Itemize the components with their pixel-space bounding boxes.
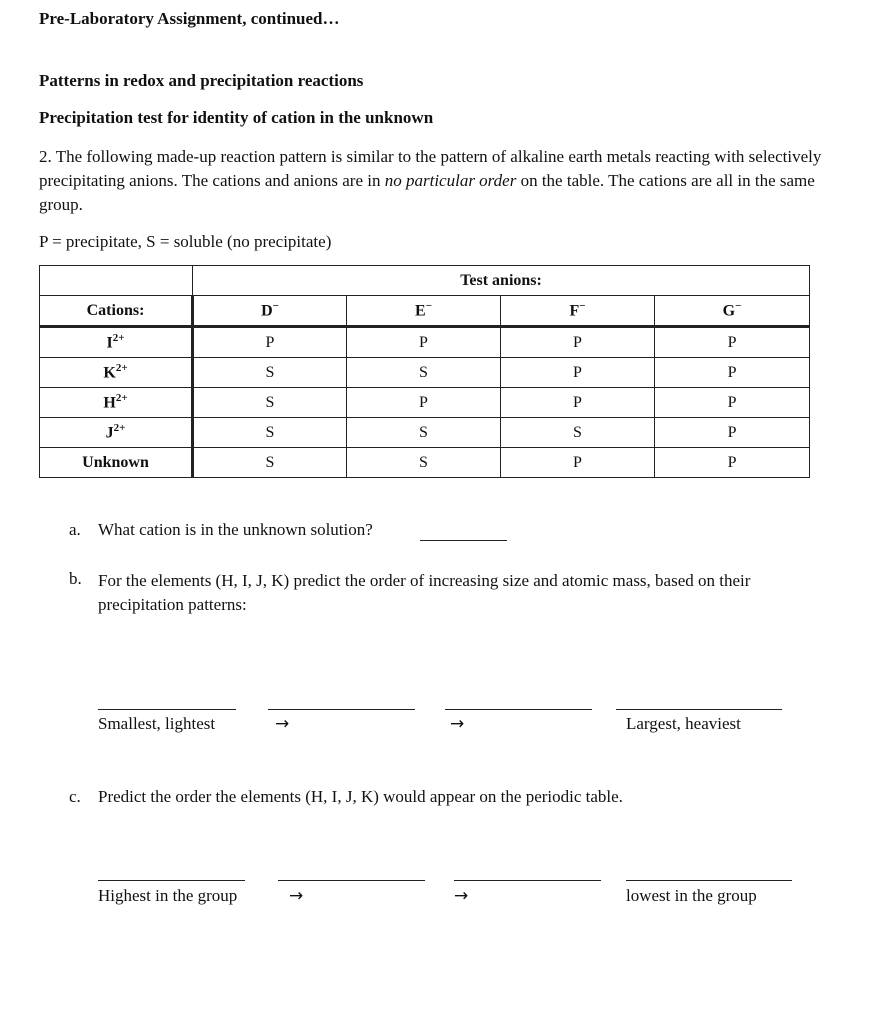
right-arrow-icon: → [450, 714, 465, 734]
cations-header: Cations: [40, 296, 193, 327]
periodic-order-blank-4[interactable] [626, 880, 792, 881]
part-c-question: Predict the order the elements (H, I, J, K) would appear on the periodic table. [98, 787, 623, 806]
cell: P [501, 358, 655, 388]
anion-header-g: G− [655, 296, 810, 327]
cell: S [501, 418, 655, 448]
periodic-order-blank-1[interactable] [98, 880, 245, 881]
right-arrow-icon: → [454, 886, 469, 906]
anion-header-d: D− [193, 296, 347, 327]
cell: S [193, 358, 347, 388]
unknown-cation-answer-blank[interactable] [420, 540, 507, 541]
cell: S [347, 358, 501, 388]
periodic-order-blank-3[interactable] [454, 880, 601, 881]
section-heading-redox: Patterns in redox and precipitation reactions [39, 71, 364, 90]
question-2-intro: 2. The following made-up reaction pattern is similar to the pattern of alkaline earth metals reacting with selectively precipitating anions. The cations and anions are in no particular order on the table. The cations are all in the same group. [39, 147, 822, 214]
cell: P [193, 327, 347, 358]
largest-heaviest-label: Largest, heaviest [626, 714, 741, 733]
cation-j: $J^{2+}$ [40, 418, 193, 448]
anion-header-f: F− [501, 296, 655, 327]
table-row [40, 358, 810, 388]
size-order-blank-2[interactable] [268, 709, 415, 710]
cation-k: $K^{2+}$ [40, 358, 193, 388]
cell: P [655, 358, 810, 388]
part-b-question: For the elements (H, I, J, K) predict the order of increasing size and atomic mass, based on their precipitation patterns: [98, 571, 751, 614]
cell: P [501, 388, 655, 418]
cell: S [193, 388, 347, 418]
cell: S [347, 448, 501, 478]
part-c-marker: c. [69, 787, 81, 806]
precipitation-table [39, 265, 810, 478]
cell: P [655, 388, 810, 418]
cell: P [501, 448, 655, 478]
cell: S [193, 448, 347, 478]
legend-text: P = precipitate, S = soluble (no precipitate) [39, 232, 332, 251]
table-row [40, 388, 810, 418]
lowest-in-group-label: lowest in the group [626, 886, 757, 905]
anion-header-e: E− [347, 296, 501, 327]
right-arrow-icon: → [289, 886, 304, 906]
cell: P [655, 448, 810, 478]
cell: S [193, 418, 347, 448]
test-anions-header: Test anions: [193, 266, 810, 296]
right-arrow-icon: → [275, 714, 290, 734]
cation-unknown: Unknown [40, 448, 193, 478]
section-heading-precipitation: Precipitation test for identity of cation in the unknown [39, 108, 434, 127]
smallest-lightest-label: Smallest, lightest [98, 714, 216, 733]
cell: P [655, 327, 810, 358]
highest-in-group-label: Highest in the group [98, 886, 238, 905]
cell: S [347, 418, 501, 448]
cell: P [347, 327, 501, 358]
cell: P [347, 388, 501, 418]
size-order-blank-4[interactable] [616, 709, 782, 710]
part-a-marker: a. [69, 520, 81, 539]
cell: P [501, 327, 655, 358]
page-title: Pre-Laboratory Assignment, continued… [39, 9, 340, 28]
size-order-blank-3[interactable] [445, 709, 592, 710]
table-row [40, 327, 810, 358]
cation-h: $H^{2+}$ [40, 388, 193, 418]
periodic-order-blank-2[interactable] [278, 880, 425, 881]
table-corner [40, 266, 193, 296]
cation-i: $I^{2+}$ [40, 327, 193, 358]
part-b-marker: b. [69, 569, 82, 588]
table-row [40, 418, 810, 448]
cell: P [655, 418, 810, 448]
part-a-question: What cation is in the unknown solution? [98, 520, 373, 539]
table-row [40, 448, 810, 478]
size-order-blank-1[interactable] [98, 709, 236, 710]
